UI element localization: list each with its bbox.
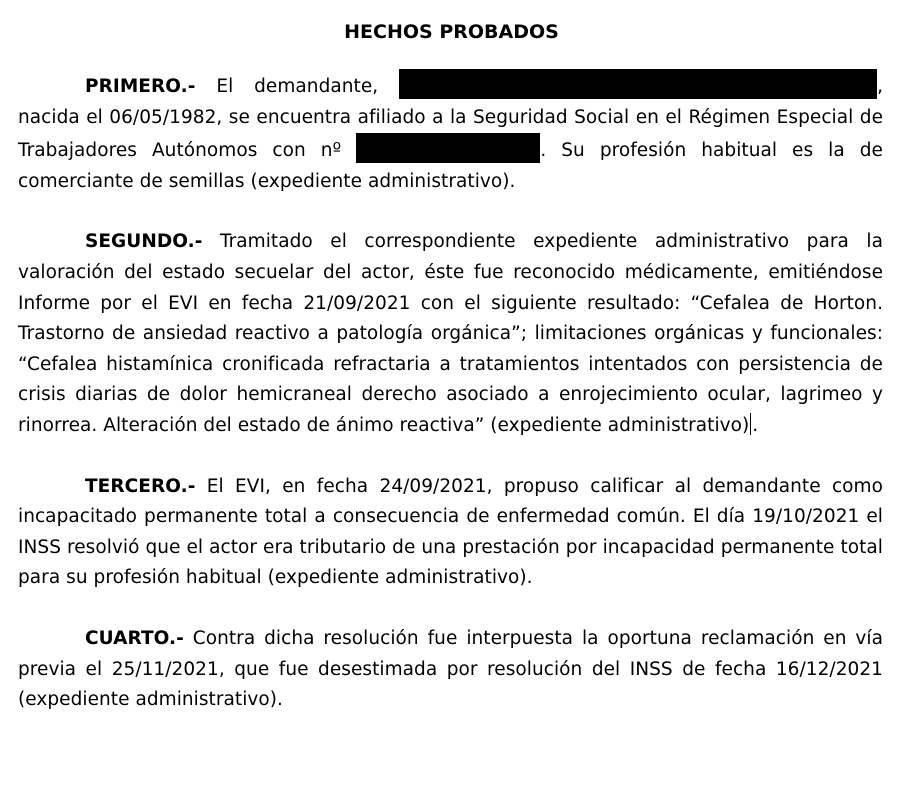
heading-primero: PRIMERO.- (85, 76, 196, 97)
primero-text-a: El demandante, (195, 76, 400, 97)
heading-segundo: SEGUNDO.- (85, 231, 203, 253)
paragraph-cuarto (18, 624, 883, 716)
segundo-text-a: Tramitado el correspondiente expediente administrativo para la valoración del estado secuelar del actor, éste fue reconocido médicamente, emitiéndose Informe por el EVI en fecha 21/09/2021 con el siguiente resultado: “Cefalea de Horton. Trastorno de ansiedad reactivo a patología orgánica”; limitaciones orgánicas y funcionales: “Cefalea histamínica cronificada refractaria a tratamientos intentados con persistencia de crisis diarias de dolor hemicraneal derecho asociado a enrojecimiento ocular, lagrimeo y rinorrea. Alteración del estado de ánimo reactiva” (expediente administrativo) (18, 231, 883, 436)
redacted-number-block (356, 133, 540, 163)
redacted-name-block (399, 69, 877, 99)
primero-text-b: , nacida el 06/05/1982, se encuentra afiliado a la Seguridad Social en el Régimen Especial de Trabajadores Autónomos con nº (18, 76, 883, 162)
heading-cuarto: CUARTO.- (85, 627, 184, 649)
tercero-text-a: El EVI, en fecha 24/09/2021, propuso calificar al demandante como incapacitado permanente total a consecuencia de enfermedad común. El día 19/10/2021 el INSS resolvió que el actor era tributario de una prestación por incapacidad permanente total para su profesión habitual (expediente administrativo). (18, 475, 883, 589)
document-title: HECHOS PROBADOS (344, 21, 559, 43)
primero-text-c: . Su profesión habitual es la de comerciante de semillas (expediente administrativo). (18, 140, 883, 192)
paragraph-segundo (18, 227, 883, 441)
paragraph-primero (18, 69, 883, 197)
paragraph-tercero (18, 472, 883, 594)
cuarto-text-a: Contra dicha resolución fue interpuesta la oportuna reclamación en vía previa el 25/11/2021, que fue desestimada por resolución del INSS de fecha 16/12/2021 (expediente administrativo). (18, 627, 883, 711)
segundo-text-b: . (752, 414, 759, 436)
document-page (18, 0, 883, 716)
heading-tercero: TERCERO.- (85, 475, 196, 497)
